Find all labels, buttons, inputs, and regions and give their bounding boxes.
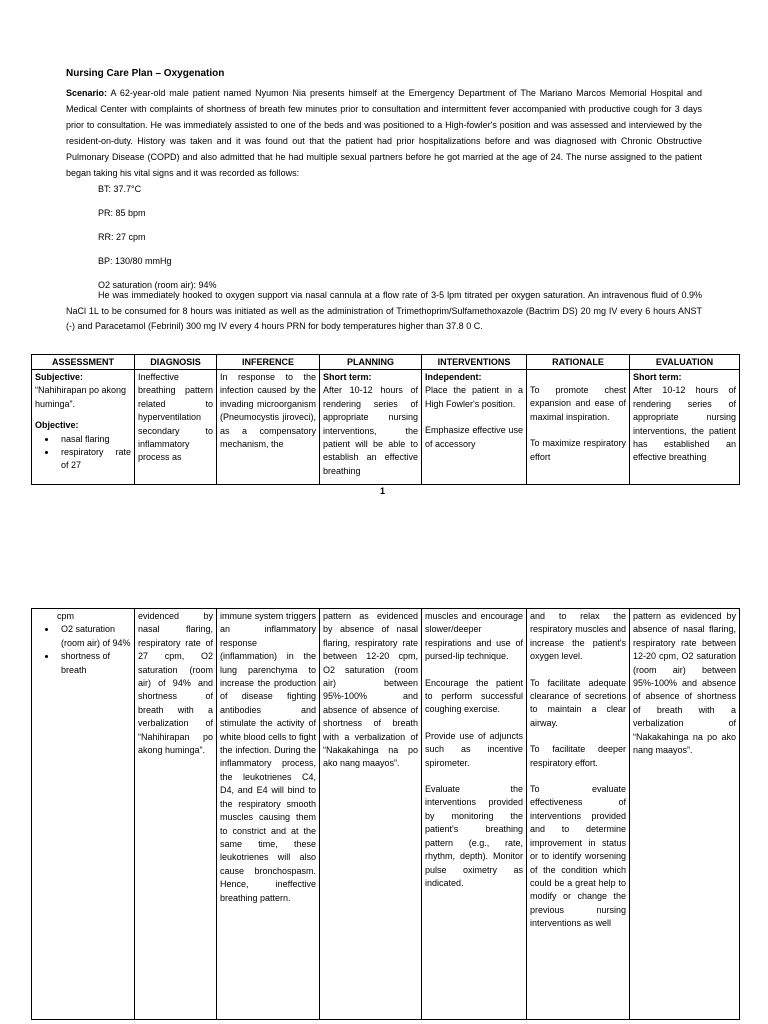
objective-item: • shortness of breath [57, 650, 131, 677]
scenario-label: Scenario: [66, 88, 108, 98]
vital-signs-list [98, 183, 217, 303]
planning-label: Short term: [323, 372, 372, 382]
intervention-item: Emphasize effective use of accessory [425, 425, 523, 449]
inference-cell: In response to the infection caused by the invading microorganism (Pneumocystis jiroveci), as a compensatory mechanism, the [217, 370, 320, 485]
vital-bt: BT: 37.7°C [98, 184, 142, 194]
evaluation-label: Short term: [633, 372, 682, 382]
rationale-cell [527, 370, 630, 485]
intervention-item: Provide use of adjuncts such as incentive spirometer. [425, 730, 523, 768]
header-inference: INFERENCE [217, 355, 320, 370]
header-planning: PLANNING [320, 355, 422, 370]
rationale-item: To facilitate deeper respiratory effort. [530, 744, 626, 768]
header-assessment: ASSESSMENT [32, 355, 135, 370]
intervention-item: Place the patient in a High Fowler's position. [425, 385, 523, 409]
planning-text: After 10-12 hours of rendering series of appropriate nursing interventions, the patient will be able to establish an effective breathing [323, 385, 418, 476]
objective-list [35, 433, 131, 473]
rationale-cell [527, 609, 630, 1020]
vital-rr: RR: 27 cpm [98, 232, 146, 242]
objective-list [35, 623, 131, 677]
diagnosis-cell: evidenced by nasal flaring, respiratory rate of 27 cpm, O2 saturation (room air) of 94% and shortness of breath with a verbalization of “Nahihirapan po akong huminga”. [135, 609, 217, 1020]
header-evaluation: EVALUATION [630, 355, 740, 370]
rationale-item: To evaluate effectiveness of interventions provided and to determine improvement in status or to identify worsening of the condition which could be a great help to modify or change the previous nursing interventions as well [530, 784, 626, 929]
vital-o2: O2 saturation (room air): 94% [98, 280, 217, 290]
interventions-label: Independent: [425, 372, 482, 382]
rationale-item: To maximize respiratory effort [530, 438, 626, 462]
scenario-paragraph [66, 86, 702, 181]
objective-item: • nasal flaring [57, 433, 131, 446]
page-number: 1 [380, 486, 386, 496]
objective-item: • respiratory rate of 27 [57, 446, 131, 473]
planning-cell [320, 370, 422, 485]
header-rationale: RATIONALE [527, 355, 630, 370]
inference-cell: immune system triggers an inflammatory response (inflammation) in the lung parenchyma to increase the production of disease fighting antibodies and stimulate the activity of white blood cells to fight the infection. During the inflammatory process, the leukotrienes C4, D4, and E4 will bind to the respiratory smooth muscles causing them to constrict and at the same time, these leukotrienes will also cause bronchospasm. Hence, ineffective breathing pattern. [217, 609, 320, 1020]
interventions-cell [422, 609, 527, 1020]
assessment-cell [32, 609, 135, 1020]
rationale-item: and to relax the respiratory muscles and increase the patient's oxygen level. [530, 611, 626, 662]
rationale-item: To facilitate adequate clearance of secretions to maintain a clear airway. [530, 677, 626, 728]
objective-label: Objective: [35, 420, 79, 431]
vital-bp: BP: 130/80 mmHg [98, 256, 172, 266]
intervention-item: muscles and encourage slower/deeper respirations and use of pursed-lip technique. [425, 611, 523, 662]
intervention-item: Encourage the patient to perform successful coughing exercise. [425, 677, 523, 715]
assessment-cell [32, 370, 135, 485]
table-row [32, 609, 740, 1020]
subjective-text: “Nahihirapan po akong huminga”. [35, 385, 127, 409]
objective-item: • O2 saturation (room air) of 94% [57, 623, 131, 650]
evaluation-cell [630, 370, 740, 485]
subjective-label: Subjective: [35, 372, 84, 382]
evaluation-cell: pattern as evidenced by absence of nasal flaring, respiratory rate between 12-20 cpm, O2 saturation (room air) between 95%-100% and absence of absence of shortness of breath with a verbalization of “Nakakahinga na po ako nang maayos”. [630, 609, 740, 1020]
table-row [32, 370, 740, 485]
page-title: Nursing Care Plan – Oxygenation [66, 68, 225, 79]
planning-cell: pattern as evidenced by absence of nasal flaring, respiratory rate between 12-20 cpm, O2 saturation (room air) between 95%-100% and absence of absence of shortness of breath with a verbalization of “Nakakahinga na po ako nang maayos”. [320, 609, 422, 1020]
table-header-row [32, 355, 740, 370]
intervention-item: Evaluate the interventions provided by monitoring the patient's breathing pattern (e.g., rate, rhythm, depth). Monitor pulse oximetry as indicated. [425, 784, 523, 888]
care-plan-table-page2 [31, 608, 740, 1020]
vital-pr: PR: 85 bpm [98, 208, 146, 218]
header-interventions: INTERVENTIONS [422, 355, 527, 370]
scenario-text: A 62-year-old male patient named Nyumon Nia presents himself at the Emergency Department of The Mariano Marcos Memorial Hospital and Medical Center with complaints of shortness of breath few minutes prior to consultation and intermittent fever accompanied with productive cough for 3 days prior to consultation. He was immediately assisted to one of the beds and was positioned to a High-fowler's position and was assessed and interviewed by the resident-on-duty. History was taken and it was found out that the patient had prior hospitalizations before and was diagnosed with Chronic Obstructive Pulmonary Disease (COPD) and also admitted that he had multiple sexual partners before he got married at the age of 24. The nurse assigned to the patient began taking his vital signs and it was recorded as follows: [66, 88, 702, 178]
assessment-continued: cpm [57, 611, 75, 621]
treatment-paragraph: He was immediately hooked to oxygen support via nasal cannula at a flow rate of 3-5 lpm titrated per oxygen saturation. An intravenous fluid of 0.9% NaCl 1L to be consumed for 8 hours was initiated as well as the administration of Trimethoprim/Sulfamethoxazole (Bactrim DS) 20 mg IV every 6 hours ANST (-) and Paracetamol (Febrinil) 300 mg IV every 4 hours PRN for body temperatures higher than 37.8 0 C. [66, 290, 702, 331]
interventions-cell [422, 370, 527, 485]
header-diagnosis: DIAGNOSIS [135, 355, 217, 370]
rationale-item: To promote chest expansion and ease of maximal inspiration. [530, 385, 626, 422]
diagnosis-cell: Ineffective breathing pattern related to hyperventilation secondary to inflammatory process as [135, 370, 217, 485]
care-plan-table-page1 [31, 354, 740, 485]
evaluation-text: After 10-12 hours of rendering series of appropriate nursing interventions, the patient has established an effective breathing [633, 385, 736, 463]
